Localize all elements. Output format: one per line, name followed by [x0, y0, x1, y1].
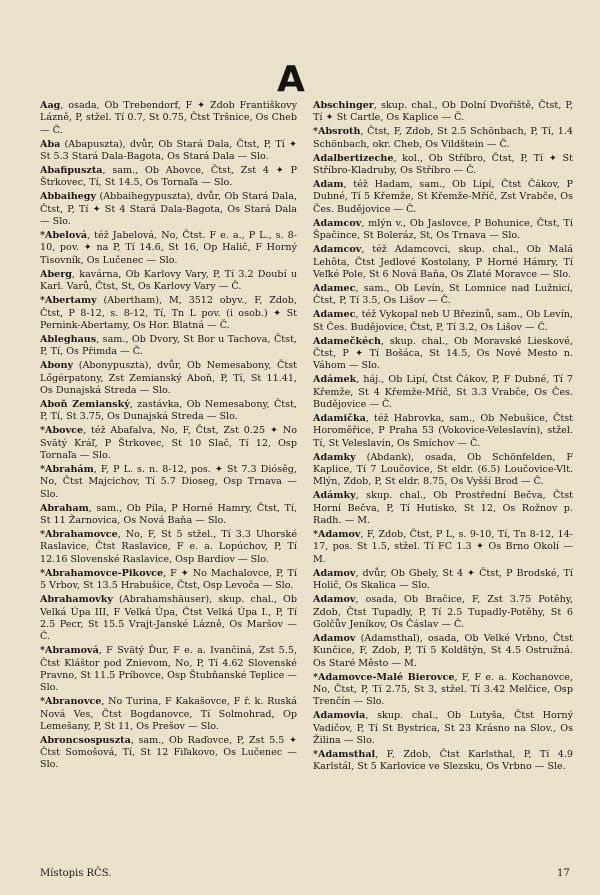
entry-headword: Aag — [40, 100, 61, 111]
gazetteer-entry — [313, 672, 573, 709]
entry-headword: Adamov — [313, 567, 356, 579]
gazetteer-entry — [313, 452, 573, 489]
gazetteer-entry — [313, 283, 573, 308]
entry-text: , sam., Ob Raďovce, P, Zst 5.5 ✦ Čtst Somošová, Tí, St 12 Fiľakovo, Os Lučenec — Slo. — [40, 734, 297, 771]
entry-headword: *Adamovce-Malé Bierovce — [313, 671, 455, 683]
entry-headword: Abony — [40, 360, 74, 372]
gazetteer-entry — [40, 735, 297, 772]
entry-text: , F, P L. s. n. 8-12, pos. ✦ St 7.3 Diósěg, No, Čtst Majcichov, Tí 5.7 Dioseg, Osp Trnava — Slo. — [40, 464, 297, 500]
gazetteer-entry — [313, 490, 573, 527]
entry-text: , F Svätý Ďur, F e. a. Ivančiná, Zst 5.5, Čtst Kláštor pod Znievom, No, P, Tí 4.62 Slovenské Pravno, St 11.5 Príbovce, Osp Štubňanské Teplice — Slo. — [40, 645, 297, 694]
entry-headword: Adamky — [313, 451, 356, 463]
entry-headword: *Abertamy — [40, 295, 97, 307]
entry-text: , též Habrovka, sam., Ob Nebušice, Čtst Horoměřice, P Praha 53 (Vokovice-Veleslavín), stžel. Tí, St Veleslavín, Os Smíchov — Č. — [313, 413, 573, 449]
entry-headword: *Abrahamovce — [40, 529, 118, 541]
gazetteer-entry — [313, 153, 573, 178]
entry-text: , zastávka, Ob Nemesabony, Čtst, P, Tí, St 3.75, Os Dunajská Streda — Slo. — [40, 399, 297, 423]
gazetteer-entry — [40, 425, 297, 462]
gazetteer-entry — [313, 218, 573, 243]
entry-text: , sam., Ob Dvory, St Bor u Tachova, Čtst, P, Tí, Os Přimda — Č. — [40, 333, 297, 358]
entry-text: , skup. chal., Ob Moravské Lieskové, Čtst, P ✦ Tí Bošáca, St 14.5, Os Nové Mesto n. Váhom — Slo. — [313, 335, 573, 372]
gazetteer-entry — [40, 165, 297, 190]
gazetteer-entry — [313, 374, 573, 411]
gazetteer-entry — [313, 179, 573, 216]
entry-text: (Abbaihegypuszta), dvůr, Ob Stará Dala, Čtst, P, Tí ✦ St 4 Stará Dala-Bagota, Os Stará Dala — Slo. — [40, 191, 297, 228]
entry-text: , háj., Ob Lipí, Čtst Čákov, P, F Dubné, Tí 7 Křemže, St 4 Křemže-Mříč, St 3.3 Vrabče, Os Čes. Budějovice — Č. — [313, 374, 573, 410]
gazetteer-entry — [40, 696, 297, 733]
entry-headword: Adamovia — [313, 710, 366, 722]
gazetteer-entry — [313, 336, 573, 373]
entry-text: , mlýn v., Ob Jaslovce, P Bohunice, Čtst, Tí Špačince, St Boleráz, St, Os Trnava — Slo. — [313, 217, 573, 242]
entry-text: , též Adamcovci, skup. chal., Ob Malá Lehôta, Čtst Jedlové Kostolany, P Horné Hámry, Tí Veľké Pole, St 6 Nová Baňa, Os Zlaté Moravce — Slo. — [313, 244, 573, 280]
entry-headword: *Abranovce — [40, 696, 102, 708]
entry-text: , skup. chal., Ob Dolní Dvořiště, Čtst, P, Tí ✦ St Cartle, Os Kaplice — Č. — [313, 100, 573, 124]
entry-text: , kol., Ob Stříbro, Čtst, P, Tí ✦ St Stříbro-Kladruby, Os Stříbro — Č. — [313, 152, 573, 177]
gazetteer-entry — [40, 334, 297, 359]
gazetteer-entry — [40, 139, 297, 164]
gazetteer-entry — [40, 645, 297, 694]
entry-text: (Abrahamshäuser), skup. chal., Ob Velká Úpa III, F Velká Úpa, Čtst Velká Úpa I., P, Tí 2.5 Pecr, St 15.5 Vrajt-Janské Lázně, Os Maršov — Č. — [40, 594, 297, 643]
right-column — [313, 100, 573, 775]
entry-headword: Aboň Zemianský — [40, 399, 130, 410]
entry-headword: Abroncsospuszta — [40, 734, 131, 746]
entry-headword: Adamec — [313, 309, 356, 321]
entry-headword: Adamička — [313, 413, 366, 425]
gazetteer-entry — [313, 309, 573, 334]
entry-text: , No Turina, F Kakašovce, F ř. k. Ruská Nová Ves, Čtst Bogdanovce, Tí Solmohrad, Op Lemešany, P, St 11, Os Prešov — Slo. — [40, 696, 297, 732]
gazetteer-entry — [313, 529, 573, 566]
gazetteer-entry — [313, 413, 573, 450]
left-column — [40, 100, 297, 774]
entry-text: , F ✦ No Machalovce, P, Tí 5 Vrbov, St 13.5 Hrabušice, Čtst, Osp Levoča — Slo. — [40, 567, 297, 592]
gazetteer-entry — [40, 360, 297, 397]
entry-text: , kavárna, Ob Karlovy Vary, P, Tí 3.2 Doubí u Karl. Varů, Čtst, St, Os Karlovy Vary — Č. — [40, 268, 297, 293]
entry-text: , sam., Ob Abovce, Čtst, Zst 4 ✦ P Štrkovec, Tí, St 14.5, Os Tornaľa — Slo. — [40, 165, 297, 189]
entry-text: , Čtst, F, Zdob, St 2.5 Schönbach, P, Tí, 1.4 Schönbach, okr. Cheb, Os Vildštein — Č. — [313, 126, 573, 150]
gazetteer-entry — [40, 503, 297, 528]
entry-text: , F, Zdob, Čtst, P L, s. 9-10, Tí, Tn 8-12, 14-17, pos. St 1.5, stžel. Tí FC 1.3 ✦ Os Brno Okolí — M. — [313, 529, 573, 565]
gazetteer-entry — [40, 230, 297, 267]
entry-headword: Ableghaus — [40, 333, 97, 345]
entry-text: , osada, Ob Trebendorf, F ✦ Zdob Františkovy Lázně, P, stžel. Tí 0.7, St 0.75, Čtst Tršnice, Os Cheb — Č. — [40, 100, 297, 136]
gazetteer-entry — [313, 244, 573, 281]
entry-headword: *Abrahám — [40, 464, 94, 476]
entry-headword: Adamečkéch — [313, 335, 382, 347]
entry-headword: Adam — [313, 179, 344, 191]
entry-text: , F, F e. a. Kochanovce, No, Čtst, P, Tí 2.75, St 3, stžel. Tí 3.42 Melčice, Osp Trenčín — Slo. — [313, 671, 573, 708]
entry-headword: Aberg — [40, 268, 73, 280]
footer-title: Místopis RČS. — [40, 868, 112, 879]
entry-text: , též Jabelová, No, Čtst. F e. a., P L., s. 8-10, pov. ✦ na P, Tí 14.6, St 16, Op Halič, F Horný Tisovník, Os Lučenec — Slo. — [40, 230, 297, 266]
entry-headword: *Abovce — [40, 425, 84, 437]
page-number: 17 — [557, 868, 570, 879]
entry-text: (Abapuszta), dvůr, Ob Stará Dala, Čtst, P, Tí ✦ St 5.3 Stará Dala-Bagota, Os Stará Dala — Slo. — [40, 138, 297, 162]
entry-headword: Adámek — [313, 374, 357, 386]
gazetteer-entry — [313, 633, 573, 670]
gazetteer-entry — [313, 710, 573, 747]
entry-headword: *Abrahamovce-Pikovce — [40, 567, 164, 579]
entry-text: , skup. chal., Ob Prostřední Bečva, Čtst Horní Bečva, P, Tí Hutisko, St 12, Os Rožnov p. Radh. — M. — [313, 490, 573, 527]
gazetteer-entry — [40, 529, 297, 566]
entry-headword: Adamec — [313, 282, 356, 294]
entry-headword: Abschinger — [313, 100, 374, 111]
gazetteer-entry — [313, 749, 573, 774]
entry-text: (Adamsthal), osada, Ob Velké Vrbno, Čtst Kunčice, F, Zdob, P, Tí 5 Koldštýn, St 4.5 Ostružná. Os Staré Město — M. — [313, 632, 573, 669]
entry-headword: *Adamsthal — [313, 748, 376, 760]
entry-text: , sam., Ob Levín, St Lomnice nad Lužnicí, Čtst, P, Tí 3.5, Os Lišov — Č. — [313, 282, 573, 307]
gazetteer-entry — [40, 100, 297, 137]
gazetteer-entry — [313, 126, 573, 151]
entry-headword: Adamov — [313, 632, 356, 644]
gazetteer-entry — [40, 594, 297, 643]
entry-headword: *Abelová — [40, 230, 88, 242]
gazetteer-entry — [40, 295, 297, 332]
entry-headword: Abraham — [40, 502, 89, 514]
entry-headword: *Absroth — [313, 126, 361, 138]
entry-headword: Adamcov — [313, 244, 362, 256]
entry-text: (Abonypuszta), dvůr, Ob Nemesabony, Čtst Lőgérpatony, Zst Zemianský Aboň, P, Tí, St 11.41, Os Dunajská Streda — Slo. — [40, 360, 297, 396]
entry-text: , dvůr, Ob Gbely, St 4 ✦ Čtst, P Brodské, Tí Holič, Os Skalica — Slo. — [313, 567, 573, 592]
entry-headword: Abbaihegy — [40, 191, 97, 203]
entry-text: , skup. chal., Ob Lutyša, Čtst Horný Vadičov, P, Tí St Bystrica, St 23 Krásno na Slov., Os Žilina — Slo. — [313, 710, 573, 746]
entry-text: , též Hadam, sam., Ob Lipí, Čtst Čákov, P Dubné, Tí 5 Křemže, St Křemže-Mříč, Zst Vrabče, Os Čes. Budějovice — Č. — [313, 179, 573, 215]
gazetteer-entry — [313, 100, 573, 125]
gazetteer-entry — [313, 594, 573, 631]
gazetteer-entry — [40, 269, 297, 294]
entry-headword: *Adamov — [313, 529, 361, 541]
gazetteer-entry — [40, 191, 297, 228]
entry-headword: Abafipuszta — [40, 165, 103, 177]
entry-text: , též Vykopal neb U Březinů, sam., Ob Levín, St Čes. Budějovice, Čtst, P, Tí 3.2, Os Lišov — Č. — [313, 309, 573, 333]
entry-text: (Abertham), M, 3512 obyv., F, Zdob, Čtst, P 8-12, s. 8-12, Tí, Tn L pov. (i osob.) ✦ St Pernink-Abertamy, Os Hor. Blatná — Č. — [40, 295, 297, 331]
entry-text: , No, F, St 5 stžel., Tí 3.3 Uhorské Raslavice, Čtst Raslavice, F e. a. Lopúchov, P, Tí 12.16 Slovenské Raslavice, Osp Bardiov — Slo. — [40, 529, 297, 565]
entry-text: (Abdank), osada, Ob Schönfelden, F Kaplice, Tí 7 Loučovice, St eldr. (6.5) Loučovice-Vlt. Mlýn, Zdob, P, St eldr. 8.75, Os Vyšší Brod — Č. — [313, 451, 573, 488]
gazetteer-entry — [40, 568, 297, 593]
entry-text: , sam., Ob Píla, P Horné Hamry, Čtst, Tí, St 11 Žarnovica, Os Nová Baňa — Slo. — [40, 502, 297, 527]
entry-headword: Adamov — [313, 594, 356, 606]
entry-text: , F, Zdob, Čtst Karlsthal, P, Tí 4.9 Karlstál, St 5 Karlovice ve Slezsku, Os Vrbno — Sle. — [313, 748, 573, 773]
gazetteer-entry — [313, 568, 573, 593]
entry-headword: Aba — [40, 138, 61, 150]
entry-headword: Adalbertizeche — [313, 152, 394, 164]
entry-headword: *Abramová — [40, 645, 99, 657]
entry-headword: Adámky — [313, 490, 356, 502]
entry-headword: Abrahamovky — [40, 594, 113, 606]
entry-headword: Adamcov — [313, 217, 362, 229]
gazetteer-entry — [40, 399, 297, 424]
gazetteer-entry — [40, 464, 297, 501]
entry-text: , též Abafalva, No, F, Čtst, Zst 0.25 ✦ No Svätý Kráľ, P Štrkovec, St 10 Slač, Tí 12, Osp Tornaľa — Slo. — [40, 425, 297, 461]
entry-text: , osada, Ob Bračice, F, Zst 3.75 Potěhy, Zdob, Čtst Tupadly, P, Tí 2.5 Tupadly-Potěhy, St 6 Golčův Jeníkov, Os Čáslav — Č. — [313, 594, 573, 630]
section-letter: A — [277, 59, 305, 100]
